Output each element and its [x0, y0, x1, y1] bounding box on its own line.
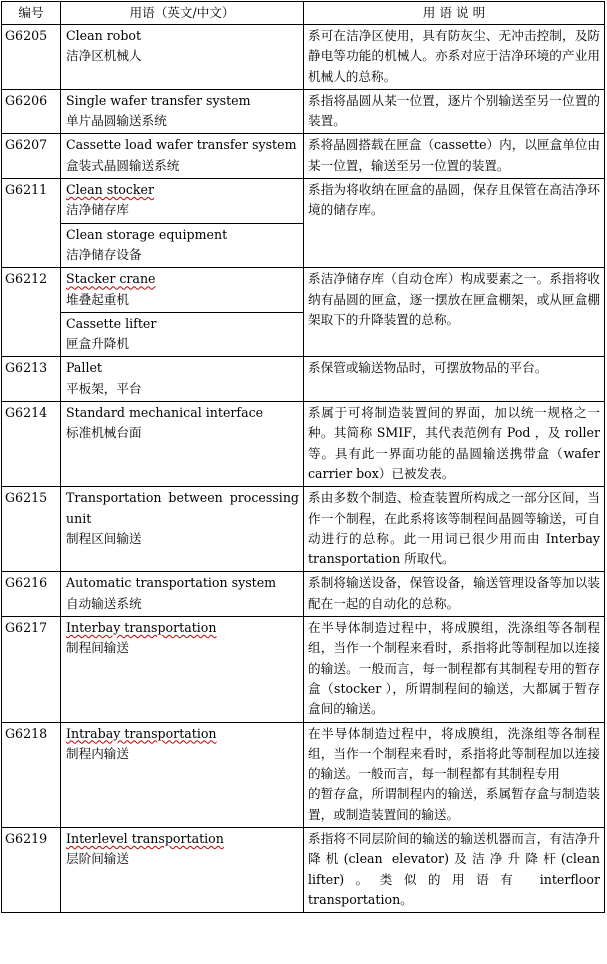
term-english: Pallet	[66, 360, 102, 376]
term-description: 系制将输送设备，保管设备，输送管理设备等加以装配在一起的自动化的总称。	[304, 572, 605, 617]
term-code: G6213	[2, 357, 61, 402]
table-row	[2, 402, 605, 487]
term-cell	[61, 134, 304, 179]
term-code: G6205	[2, 25, 61, 90]
term-english: Cassette lifter	[66, 315, 157, 331]
table-row	[2, 572, 605, 617]
term-description: 系由多数个制造、检查装置所构成之一部分区间，当作一个制程，在此系将该等制程间晶圆等输送，可自动进行的总称。此一用词已很少用而由 Interbay transportation 所取代。	[304, 487, 605, 572]
term-chinese: 洁净储存设备	[66, 246, 142, 262]
term-chinese: 标准机械台面	[66, 425, 142, 441]
term-chinese: 盒装式晶圆输送系统	[66, 157, 180, 173]
term-description: 系属于可将制造装置间的界面，加以统一规格之一种。其简称 SMIF，其代表范例有 Pod ，及 roller 等。具有此一界面功能的晶圆输送携带盒（wafer carrier box）已被发表。	[304, 402, 605, 487]
term-description: 系将晶圆搭载在匣盒（cassette）内，以匣盒单位由某一位置，输送至另一位置的装置。	[304, 134, 605, 179]
term-code: G6207	[2, 134, 61, 179]
term-cell	[61, 722, 304, 827]
description-line: 的暂存盒，所谓制程内的输送，系属暂存盒与制造装置，或制造装置间的输送。	[308, 786, 600, 822]
term-code: G6216	[2, 572, 61, 617]
term-chinese: 层阶间输送	[66, 851, 129, 867]
term-cell	[61, 179, 304, 224]
term-description: 系洁净储存库（自动仓库）构成要素之一。系指将收纳有晶圆的匣盒，逐一摆放在匣盒棚架，或从匣盒棚架取下的升降装置的总称。	[304, 268, 605, 357]
table-row	[2, 89, 605, 134]
glossary-table	[1, 1, 605, 913]
term-chinese: 洁净储存库	[66, 202, 129, 218]
header-code: 编号	[2, 2, 61, 25]
header-row	[2, 2, 605, 25]
table-row	[2, 722, 605, 827]
header-term: 用语（英文/中文）	[61, 2, 304, 25]
term-code: G6219	[2, 827, 61, 912]
table-row	[2, 487, 605, 572]
term-code: G6212	[2, 268, 61, 357]
table-row	[2, 268, 605, 313]
term-cell	[61, 268, 304, 313]
term-code: G6215	[2, 487, 61, 572]
term-english: Clean robot	[66, 28, 142, 43]
term-chinese: 平板架，平台	[66, 380, 142, 396]
term-chinese: 制程内输送	[66, 745, 129, 761]
term-description: 在半导体制造过程中，将成膜组，洗涤组等各制程组，当作一个制程来看时，系指将此等制程加以连接的输送。一般而言，每一制程都有其制程专用的暂存盒（stocker ），所谓制程间的输送，大都属于暂存盒间的输送。	[304, 617, 605, 722]
term-description: 系指为将收纳在匣盒的晶圆，保存且保管在高洁净环境的储存库。	[304, 179, 605, 268]
term-english: Clean storage equipment	[66, 226, 228, 242]
term-english: Clean stocker	[66, 182, 155, 198]
term-english: Stacker crane	[66, 271, 156, 287]
term-code: G6206	[2, 89, 61, 134]
term-description: 系指将晶圆从某一位置，逐片个别输送至另一位置的装置。	[304, 89, 605, 134]
term-english: Interbay transportation	[66, 620, 217, 636]
table-row	[2, 179, 605, 224]
term-english: Cassette load wafer transfer system	[66, 137, 297, 153]
term-english: Transportation between processing unit	[66, 490, 299, 526]
term-english: Single wafer transfer system	[66, 92, 251, 108]
description-line: 在半导体制造过程中，将成膜组，洗涤组等各制程组，当作一个制程来看时，系指将此等制程加以连接的输送。一般而言，每一制程都有其制程专用	[308, 725, 600, 782]
term-cell	[61, 312, 304, 357]
term-cell	[61, 25, 304, 90]
table-row	[2, 134, 605, 179]
term-code: G6218	[2, 722, 61, 827]
term-chinese: 堆叠起重机	[66, 291, 129, 307]
term-code: G6211	[2, 179, 61, 268]
term-cell	[61, 487, 304, 572]
table-row	[2, 617, 605, 722]
term-chinese: 自动输送系统	[66, 595, 142, 611]
term-code: G6217	[2, 617, 61, 722]
term-english: Interlevel transportation	[66, 830, 224, 846]
term-description: 系可在洁净区使用，具有防灰尘、无冲击控制，及防静电等功能的机械人。亦系对应于洁净环境的产业用机械人的总称。	[304, 25, 605, 90]
table-row	[2, 827, 605, 912]
term-code: G6214	[2, 402, 61, 487]
term-cell	[61, 617, 304, 722]
term-cell	[61, 572, 304, 617]
term-chinese: 制程区间输送	[66, 530, 142, 546]
term-cell	[61, 357, 304, 402]
term-chinese: 单片晶圆输送系统	[66, 113, 167, 129]
term-english: Intrabay transportation	[66, 725, 217, 741]
term-description: 系保管或输送物品时，可摆放物品的平台。	[304, 357, 605, 402]
term-chinese: 制程间输送	[66, 640, 129, 656]
term-chinese: 匣盒升降机	[66, 336, 129, 352]
term-english: Standard mechanical interface	[66, 405, 264, 421]
term-cell	[61, 402, 304, 487]
term-english: Automatic transportation system	[66, 575, 277, 591]
term-cell	[61, 89, 304, 134]
term-chinese: 洁净区机械人	[66, 48, 142, 64]
term-cell	[61, 827, 304, 912]
header-description: 用 语 说 明	[304, 2, 605, 25]
table-row	[2, 357, 605, 402]
table-row	[2, 25, 605, 90]
term-description: 系指将不同层阶间的输送的输送机器而言，有洁净升降机(clean elevator)及洁净升降杆(clean lifter)。类似的用语有 interfloor transportation。	[304, 827, 605, 912]
term-cell	[61, 223, 304, 268]
term-description	[304, 722, 605, 827]
